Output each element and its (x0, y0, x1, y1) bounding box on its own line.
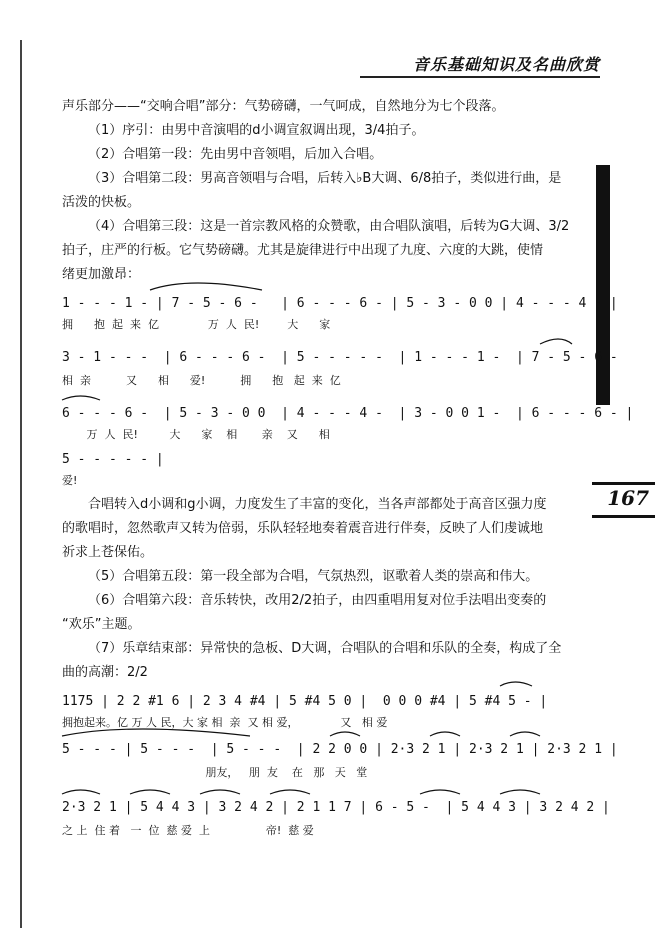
slur-arc (330, 732, 360, 736)
score-notes-row: 1 - - - 1 - | 7 - 5 - 6 - | 6 - - - 6 - | 5 - 3 - 0 0 | 4 - - - 4 - | (62, 296, 618, 311)
score-notes-row: 5 - - - - - | (62, 452, 164, 467)
score-lyrics-row: 爱! (62, 474, 78, 487)
paragraph-line: （1）序引：由男中音演唱的d小调宣叙调出现，3/4拍子。 (88, 123, 425, 138)
paragraph-line: （5）合唱第五段：第一段全部为合唱，气氛热烈，讴歌着人类的崇高和伟大。 (88, 569, 539, 584)
slur-arc (200, 790, 240, 794)
slur-arc (62, 729, 250, 736)
score-lyrics-row: 拥 抱 起 来 亿 万 人 民! 大 家 (62, 318, 331, 331)
header-title: 音乐基础知识及名曲欣赏 (412, 55, 600, 74)
score-lyrics-row: 朋友， 朋 友 在 那 天 堂 (62, 766, 368, 779)
paragraph-line: （7）乐章结束部：异常快的急板、D大调，合唱队的合唱和乐队的全奏，构成了全 (88, 641, 562, 656)
slur-arc (62, 790, 100, 794)
paragraph-line: 声乐部分——“交响合唱”部分：气势磅礴，一气呵成，自然地分为七个段落。 (62, 99, 505, 114)
slur-arc (500, 790, 540, 794)
score-notes-row: 1175 | 2 2 #1 6 | 2 3 4 #4 | 5 #4 5 0 | 0 0 0 #4 | 5 #4 5 - | (62, 694, 548, 709)
paragraph-line: 拍子，庄严的行板。它气势磅礴。尤其是旋律进行中出现了九度、六度的大跳，使情 (62, 243, 544, 258)
slur-arc (270, 790, 310, 794)
score-notes-row: 2·3 2 1 | 5 4 4 3 | 3 2 4 2 | 2 1 1 7 | 6 - 5 - | 5 4 4 3 | 3 2 4 2 | (62, 800, 610, 815)
slur-arc (540, 339, 572, 344)
score-lyrics-row: 相 亲 又 相 爱! 拥 抱 起 来 亿 (62, 374, 341, 387)
paragraph-line: （2）合唱第一段：先由男中音领唱，后加入合唱。 (88, 147, 383, 162)
slur-arc (500, 682, 532, 686)
paragraph-line: 活泼的快板。 (62, 195, 141, 210)
score-lyrics-row: 拥抱起来。亿 万 人 民，大 家 相 亲 又 相 爱， 又 相 爱 (62, 716, 388, 729)
paragraph-line: “欢乐”主题。 (62, 617, 141, 632)
paragraph-line: 绪更加激昂： (62, 267, 141, 282)
score-notes-row: 5 - - - | 5 - - - | 5 - - - | 2 2 0 0 | 2·3 2 1 | 2·3 2 1 | 2·3 2 1 | (62, 742, 618, 757)
slur-arc (150, 283, 262, 290)
paragraph-line: 合唱转入d小调和g小调，力度发生了丰富的变化，当各声部都处于高音区强力度 (88, 497, 547, 512)
paragraph-line: （4）合唱第三段：这是一首宗教风格的众赞歌，由合唱队演唱，后转为G大调、3/2 (88, 219, 570, 234)
paragraph-line: 祈求上苍保佑。 (62, 545, 154, 560)
score-lyrics-row: 之 上 住 着 一 位 慈 爱 上 帝! 慈 爱 (62, 824, 314, 837)
slur-arc (130, 790, 170, 794)
paragraph-line: 曲的高潮：2/2 (62, 665, 148, 680)
paragraph-line: 的歌唱时，忽然歌声又转为倍弱，乐队轻轻地奏着震音进行伴奏，反映了人们虔诚地 (62, 521, 544, 536)
slur-arc (62, 396, 100, 400)
paragraph-line: （6）合唱第六段：音乐转快，改用2/2拍子，由四重唱用复对位手法唱出变奏的 (88, 593, 547, 608)
score-notes-row: 6 - - - 6 - | 5 - 3 - 0 0 | 4 - - - 4 - | 3 - 0 0 1 - | 6 - - - 6 - | (62, 406, 634, 421)
slur-arc (430, 732, 460, 736)
page-number: 167 (607, 486, 649, 510)
score-lyrics-row: 万 人 民! 大 家 相 亲 又 相 (62, 428, 330, 441)
slur-arc (420, 790, 460, 794)
slur-arc (510, 732, 540, 736)
paragraph-line: （3）合唱第二段：男高音领唱与合唱，后转入♭B大调、6/8拍子，类似进行曲，是 (88, 171, 562, 186)
score-notes-row: 3 - 1 - - - | 6 - - - 6 - | 5 - - - - - | 1 - - - 1 - | 7 - 5 - 6 - (62, 350, 618, 365)
